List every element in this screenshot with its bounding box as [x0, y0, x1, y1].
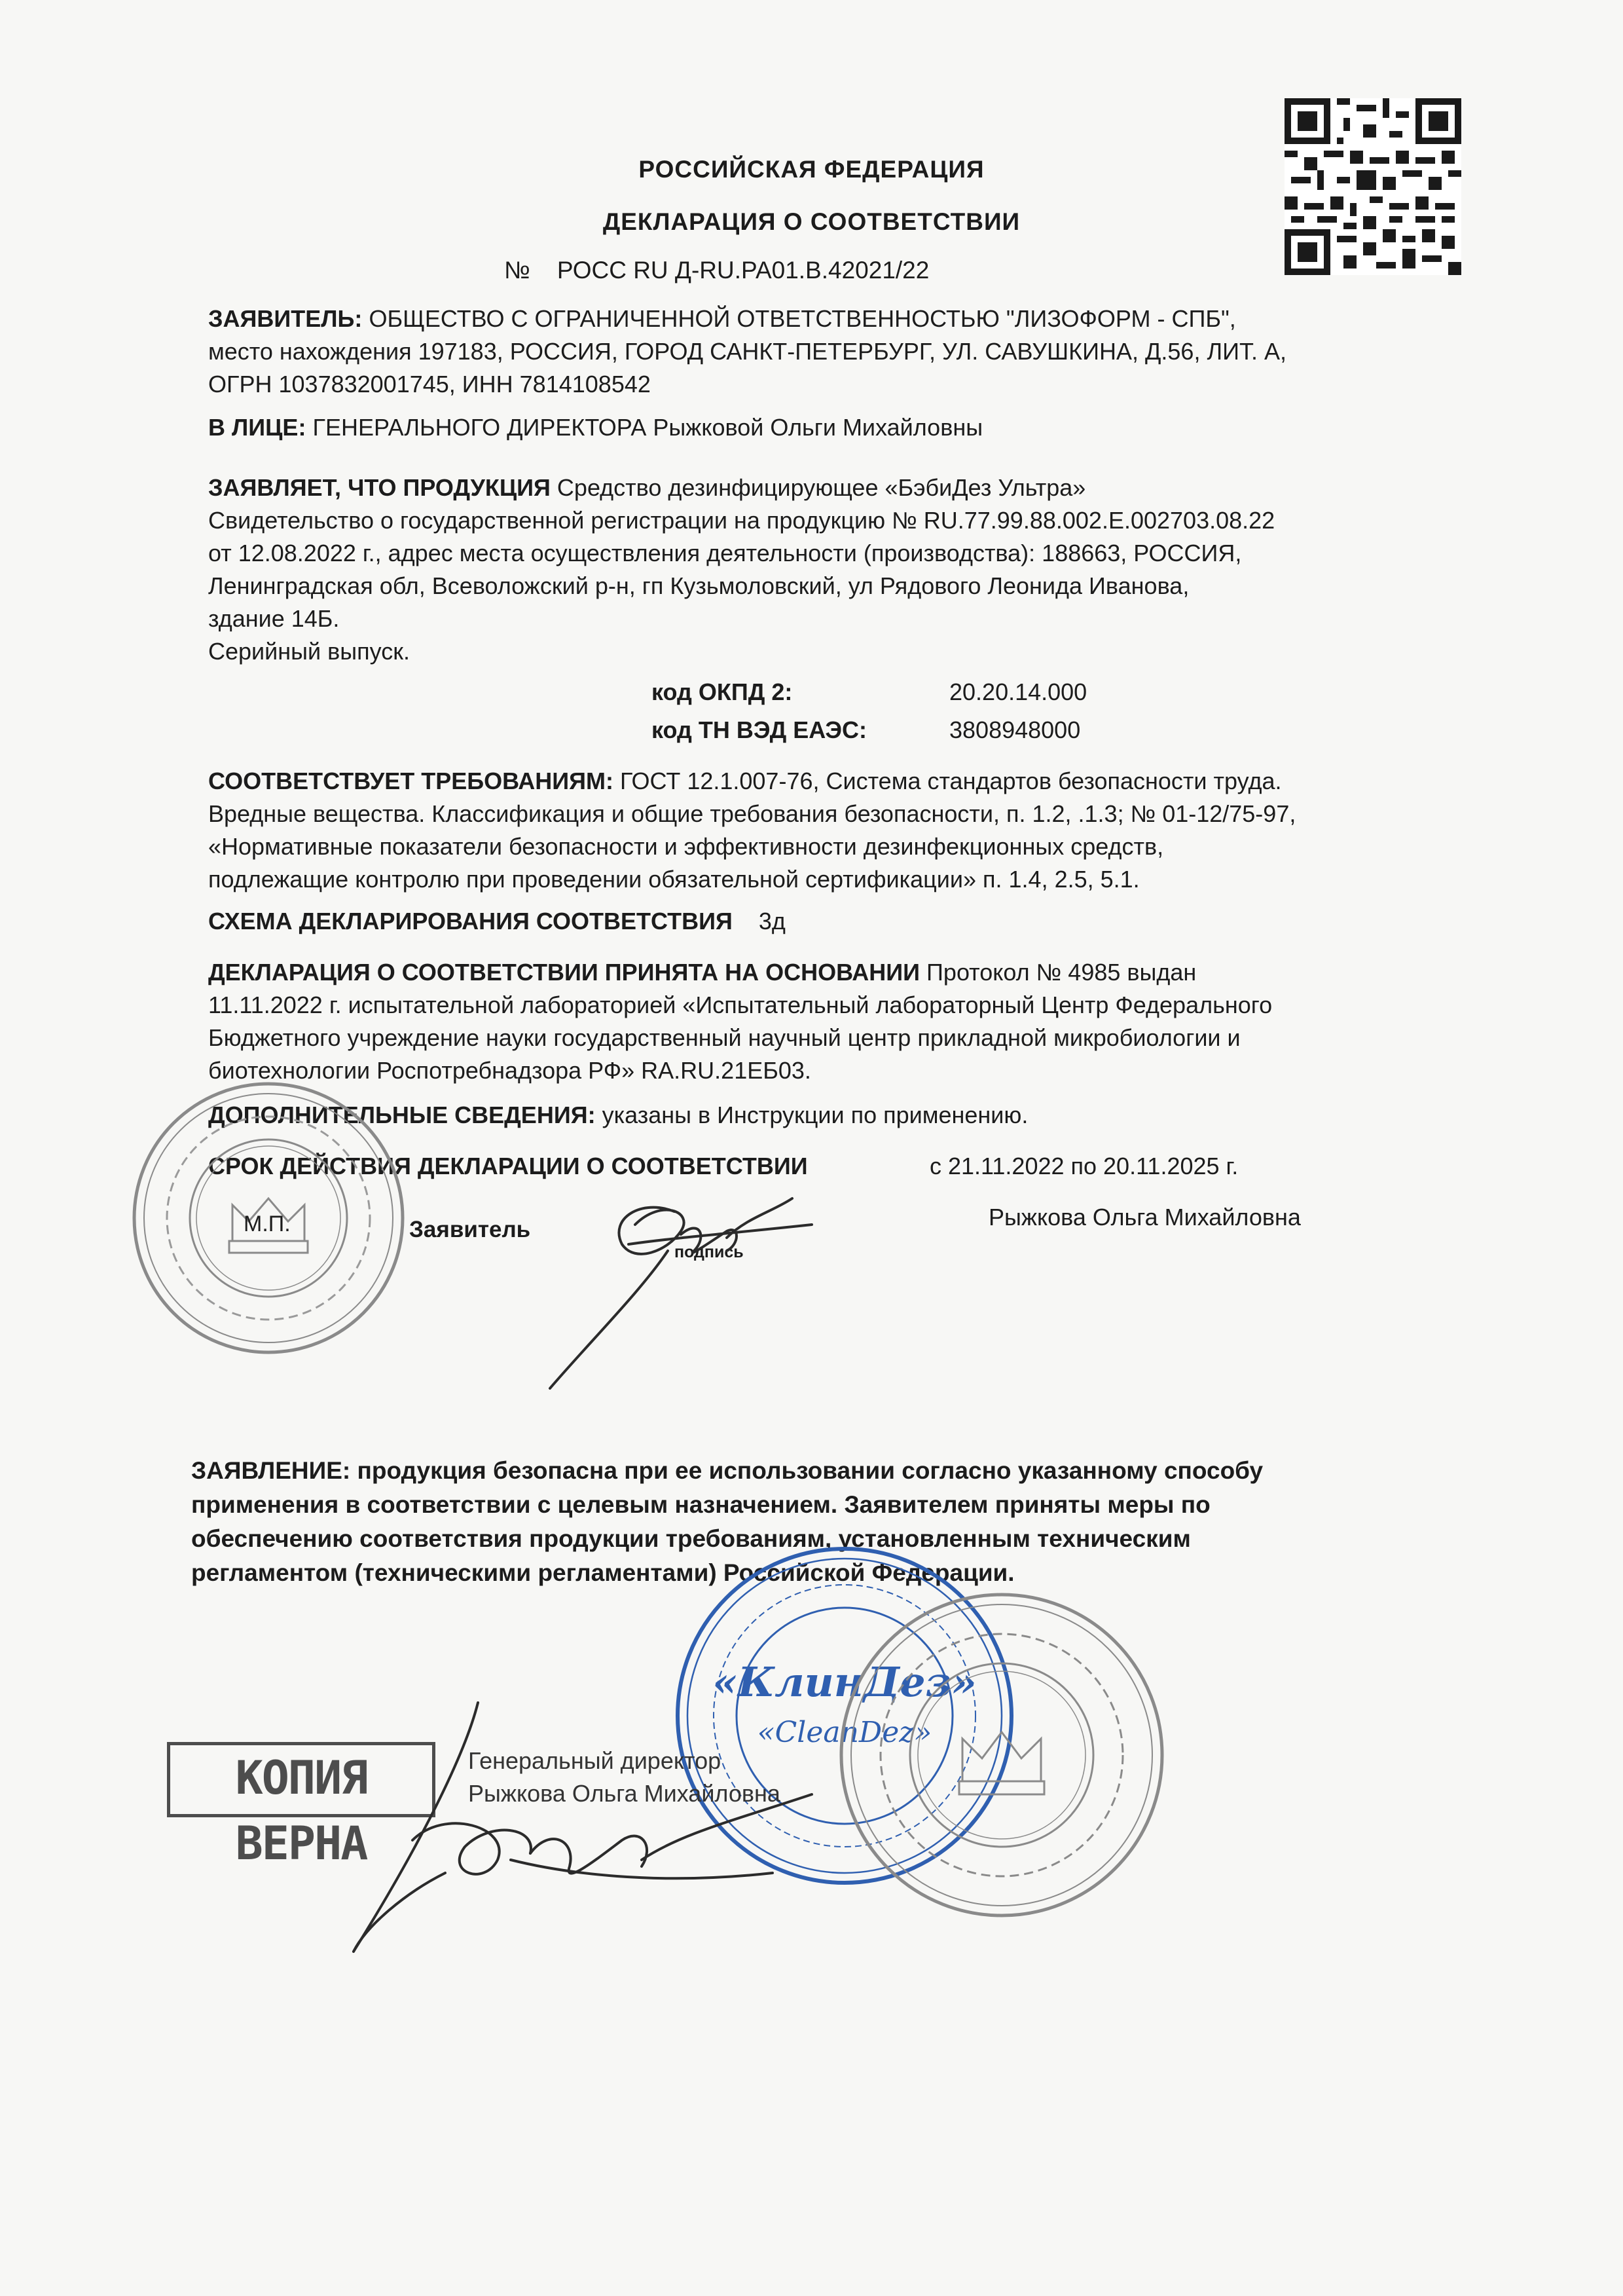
product-line-5: здание 14Б. — [208, 605, 340, 632]
mp-label: М.П. — [244, 1212, 291, 1236]
applicant-line-2: место нахождения 197183, РОССИЯ, ГОРОД САНКТ-ПЕТЕРБУРГ, УЛ. САВУШКИНА, Д.56, ЛИТ. А, — [208, 338, 1286, 365]
blue-stamp-text-2: «CleanDez» — [757, 1716, 932, 1749]
scheme-section — [208, 905, 786, 938]
represented-section — [208, 411, 983, 444]
number-sign: № — [504, 257, 530, 284]
applicant-section — [208, 303, 1485, 401]
director-title: Генеральный директор — [468, 1747, 721, 1774]
basis-line-2: 11.11.2022 г. испытательной лабораторией «Испытательный лабораторный Центр Федерального — [208, 991, 1273, 1018]
country-title: РОССИЙСКАЯ ФЕДЕРАЦИЯ — [638, 156, 985, 183]
validity-label: СРОК ДЕЙСТВИЯ ДЕКЛАРАЦИИ О СООТВЕТСТВИИ — [208, 1153, 808, 1179]
basis-section — [208, 956, 1485, 1087]
document-title: ДЕКЛАРАЦИЯ О СООТВЕТСТВИИ — [602, 208, 1021, 235]
product-line-4: Ленинградская обл, Всеволожский р-н, гп Кузьмоловский, ул Рядового Леонида Иванова, — [208, 572, 1190, 599]
basis-line-3: Бюджетного учреждение науки государственный научный центр прикладной микробиологии и — [208, 1024, 1241, 1051]
director-name: Рыжкова Ольга Михайловна — [468, 1780, 780, 1807]
additional-text: указаны в Инструкции по применению. — [602, 1102, 1029, 1128]
applicant-label: ЗАЯВИТЕЛЬ: — [208, 305, 363, 332]
basis-label: ДЕКЛАРАЦИЯ О СООТВЕТСТВИИ ПРИНЯТА НА ОСНОВАНИИ — [208, 959, 921, 986]
product-line-1: Средство дезинфицирующее «БэбиДез Ультра» — [556, 474, 1086, 501]
requirements-line-2: Вредные вещества. Классификация и общие требования безопасности, п. 1.2, .1.3; № 01-12/75-97, — [208, 800, 1296, 827]
qr-code-icon — [1285, 98, 1461, 275]
applicant-line-3: ОГРН 1037832001745, ИНН 7814108542 — [208, 371, 651, 398]
applicant-line-1: ОБЩЕСТВО С ОГРАНИЧЕННОЙ ОТВЕТСТВЕННОСТЬЮ "ЛИЗОФОРМ - СПБ", — [369, 305, 1236, 332]
scheme-label: СХЕМА ДЕКЛАРИРОВАНИЯ СООТВЕТСТВИЯ — [208, 908, 733, 935]
basis-line-1: Протокол № 4985 выдан — [926, 959, 1197, 986]
validity-value: с 21.11.2022 по 20.11.2025 г. — [930, 1153, 1239, 1179]
scheme-value: 3д — [758, 908, 786, 935]
signer-name: Рыжкова Ольга Михайловна — [989, 1204, 1301, 1231]
requirements-section — [208, 765, 1485, 896]
basis-line-4: биотехнологии Роспотребнадзора РФ» RA.RU.21ЕБ03. — [208, 1057, 811, 1084]
requirements-line-4: подлежащие контролю при проведении обязательной сертификации» п. 1.4, 2.5, 5.1. — [208, 866, 1140, 893]
tnved-label: код ТН ВЭД ЕАЭС: — [651, 716, 867, 743]
product-line-6: Серийный выпуск. — [208, 638, 410, 665]
statement-line-2: применения в соответствии с целевым назначением. Заявителем приняты меры по — [191, 1491, 1211, 1518]
director-signature-icon — [314, 1676, 903, 1991]
product-line-3: от 12.08.2022 г., адрес места осуществления деятельности (производства): 188663, РОССИЯ, — [208, 540, 1242, 566]
signature-caption: подпись — [674, 1243, 744, 1261]
product-line-2: Свидетельство о государственной регистрации на продукцию № RU.77.99.88.002.E.002703.08.22 — [208, 507, 1275, 534]
statement-line-1: продукция безопасна при ее использовании согласно указанному способу — [357, 1457, 1264, 1484]
statement-line-3: обеспечению соответствия продукции требованиям, установленным техническим — [191, 1525, 1191, 1552]
requirements-line-1: ГОСТ 12.1.007-76, Система стандартов безопасности труда. — [620, 768, 1282, 794]
declaration-number — [504, 257, 929, 284]
blue-stamp-text: «КлинДез» — [712, 1658, 977, 1706]
represented-text: ГЕНЕРАЛЬНОГО ДИРЕКТОРА Рыжковой Ольги Михайловны — [312, 414, 983, 441]
represented-label: В ЛИЦЕ: — [208, 414, 306, 441]
number-value: РОСС RU Д-RU.PA01.B.42021/22 — [556, 257, 930, 284]
copy-certified-stamp: КОПИЯ ВЕРНА — [167, 1742, 435, 1817]
product-section — [208, 472, 1485, 668]
requirements-label: СООТВЕТСТВУЕТ ТРЕБОВАНИЯМ: — [208, 768, 614, 794]
okpd-label: код ОКПД 2: — [651, 678, 793, 705]
tnved-value: 3808948000 — [949, 716, 1081, 743]
okpd-value: 20.20.14.000 — [949, 678, 1087, 705]
requirements-line-3: «Нормативные показатели безопасности и эффективности дезинфекционных средств, — [208, 833, 1164, 860]
statement-label: ЗАЯВЛЕНИЕ: — [191, 1457, 351, 1484]
statement-line-4: регламентом (техническими регламентами) Российской Федерации. — [191, 1559, 1015, 1586]
applicant-signature-icon — [511, 1172, 838, 1408]
product-label: ЗАЯВЛЯЕТ, ЧТО ПРОДУКЦИЯ — [208, 474, 551, 501]
applicant-sign-label: Заявитель — [409, 1217, 531, 1242]
additional-label: ДОПОЛНИТЕЛЬНЫЕ СВЕДЕНИЯ: — [208, 1102, 596, 1128]
